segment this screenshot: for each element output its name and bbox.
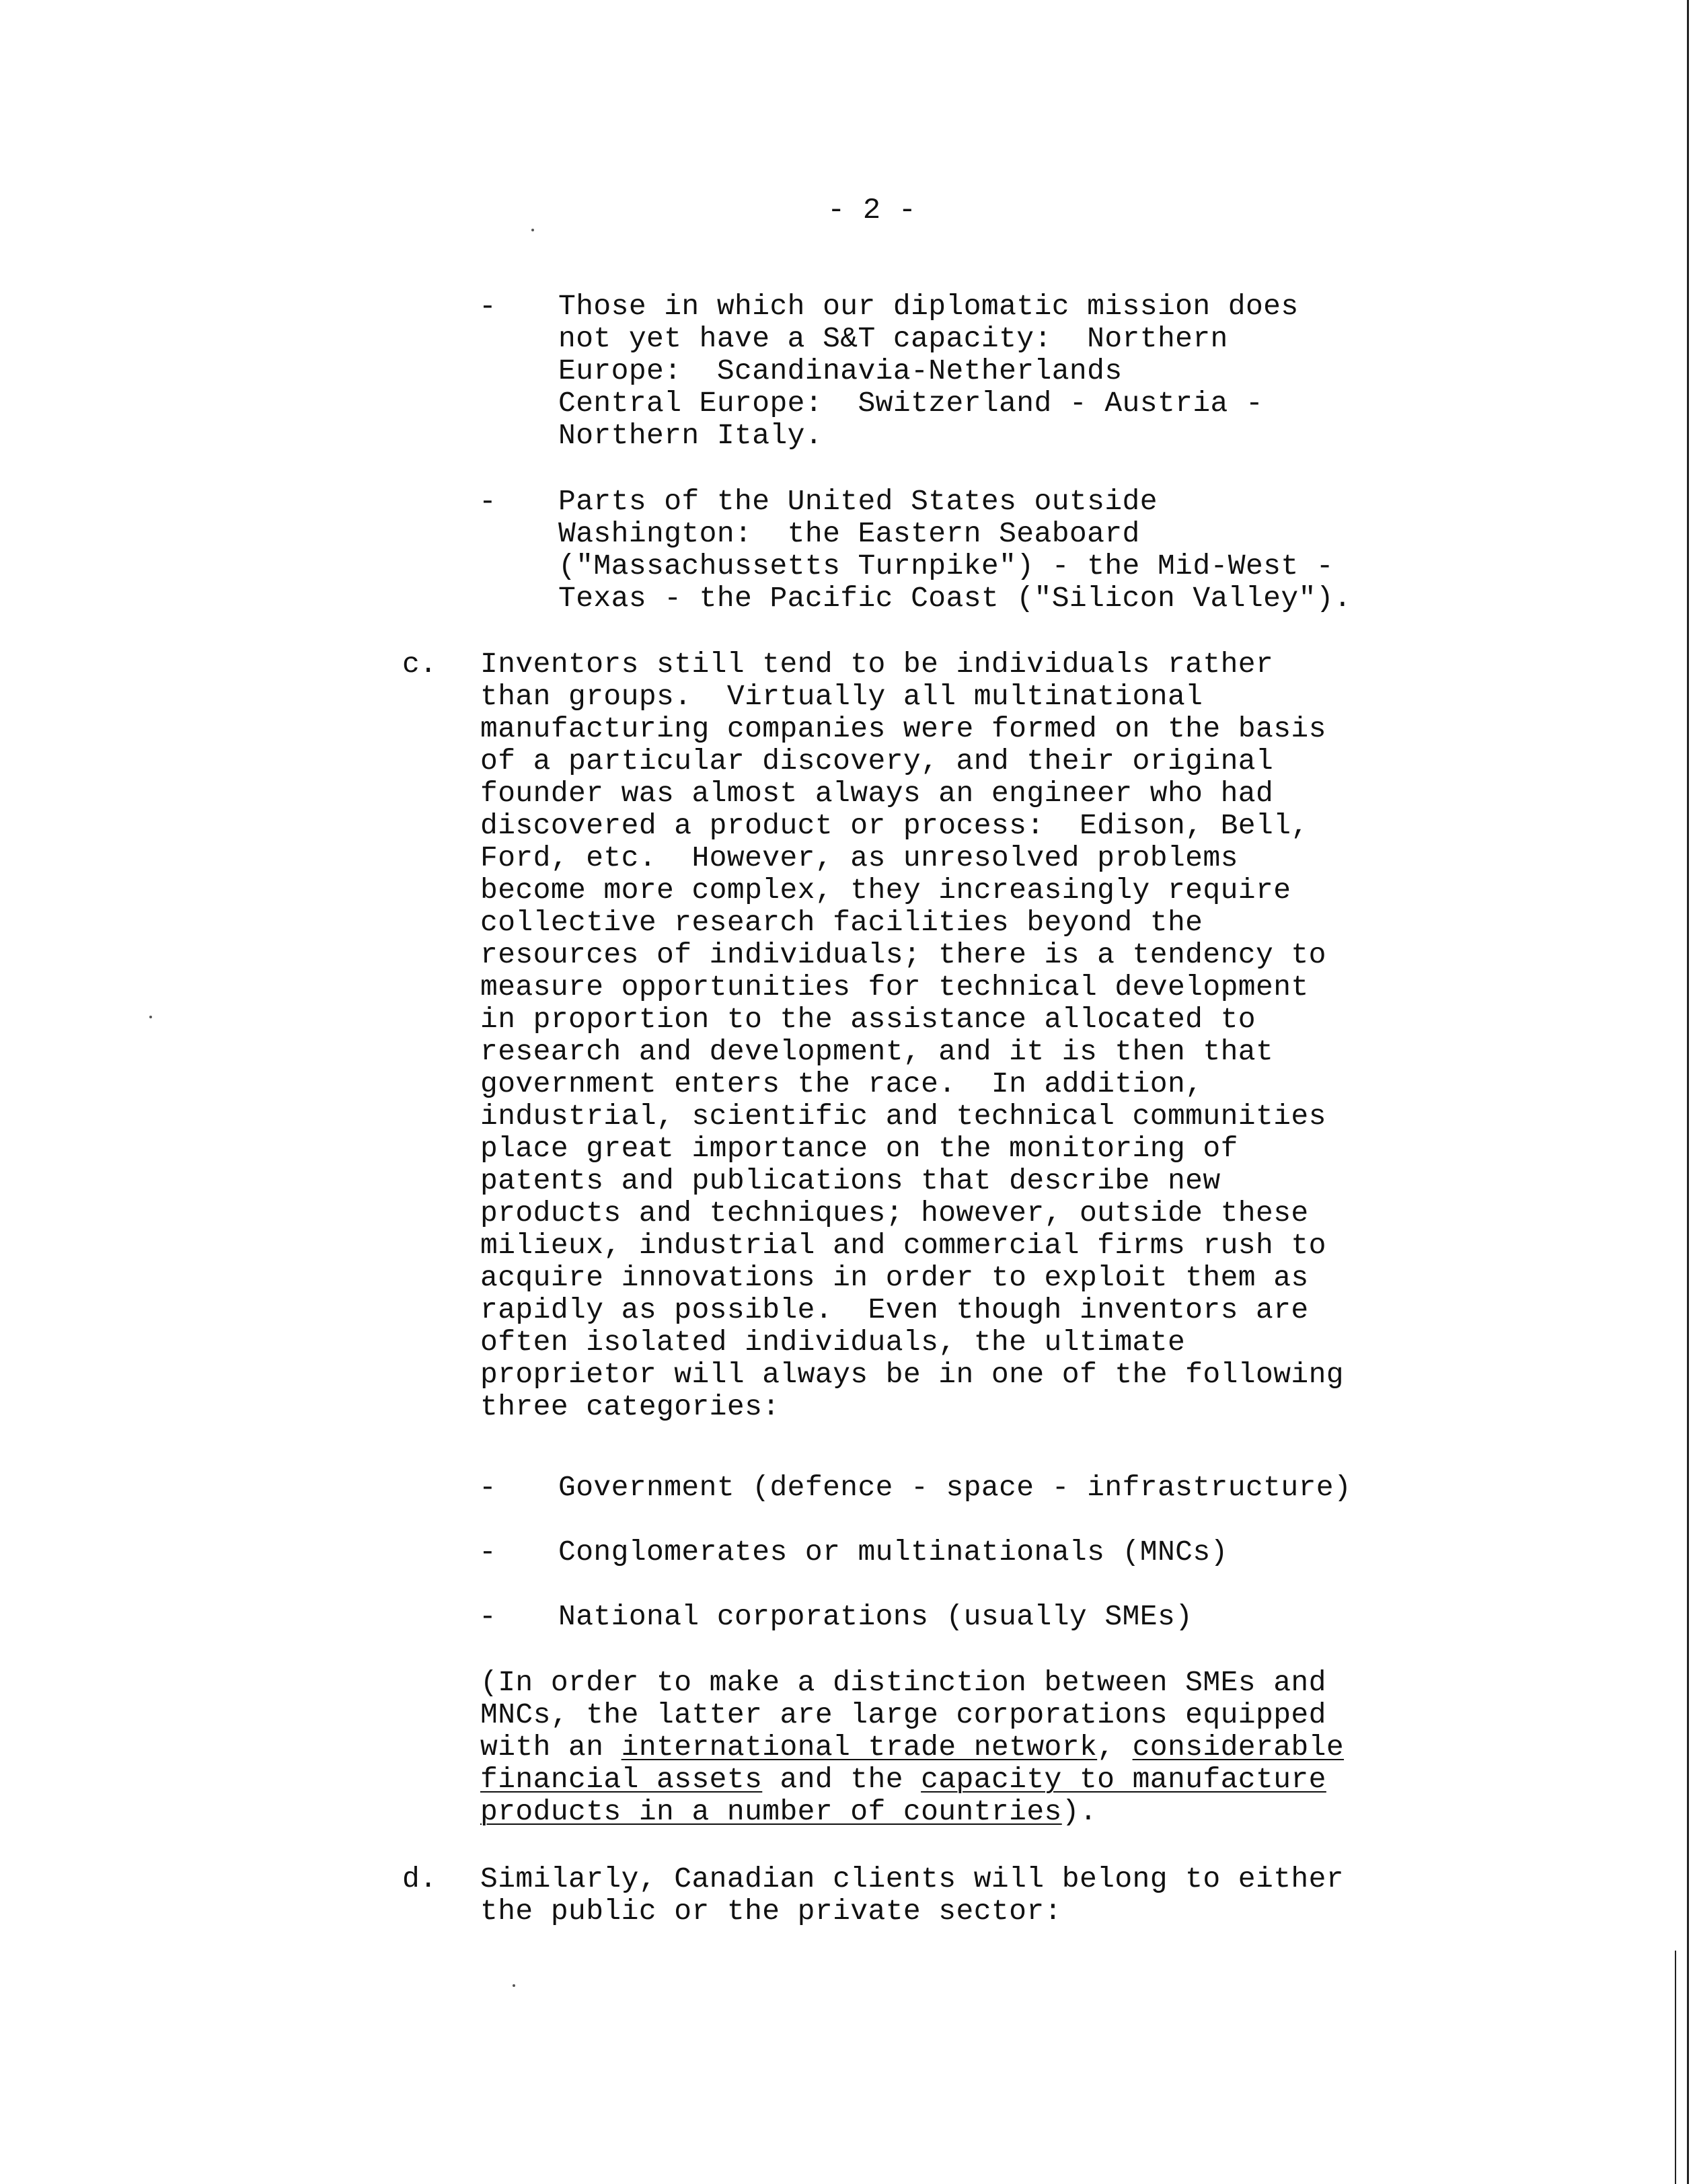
bullet-line: Parts of the United States outside bbox=[558, 485, 1158, 518]
section-c-line: Inventors still tend to be individuals rather bbox=[480, 648, 1274, 681]
section-c-marker: c. bbox=[402, 648, 437, 681]
scan-speck bbox=[531, 229, 534, 231]
section-c-line: become more complex, they increasingly require bbox=[480, 874, 1291, 907]
underlined-phrase: international trade network bbox=[621, 1731, 1098, 1764]
category-dash: - bbox=[479, 1471, 496, 1504]
scan-edge-line bbox=[1687, 0, 1689, 2184]
section-d-line: the public or the private sector: bbox=[480, 1895, 1062, 1928]
scan-speck bbox=[149, 1016, 152, 1018]
section-c-line: three categories: bbox=[480, 1390, 780, 1423]
section-c-line: government enters the race. In addition, bbox=[480, 1067, 1203, 1100]
section-c-line: collective research facilities beyond the bbox=[480, 906, 1203, 939]
note-text: with an bbox=[480, 1731, 622, 1764]
bullet-line: not yet have a S&T capacity: Northern bbox=[558, 322, 1228, 355]
section-c-line: discovered a product or process: Edison, Bell, bbox=[480, 809, 1309, 842]
section-c-line: often isolated individuals, the ultimate bbox=[480, 1326, 1186, 1359]
section-c-line: acquire innovations in order to exploit them as bbox=[480, 1261, 1309, 1294]
section-c-line: manufacturing companies were formed on the basis bbox=[480, 712, 1326, 745]
bullet-line: Central Europe: Switzerland - Austria - bbox=[558, 387, 1264, 420]
page-number: - 2 - bbox=[827, 194, 917, 227]
section-c-line: industrial, scientific and technical communities bbox=[480, 1100, 1326, 1133]
bullet-line: Europe: Scandinavia-Netherlands bbox=[558, 354, 1123, 387]
section-c-line: than groups. Virtually all multinational bbox=[480, 680, 1203, 713]
note-line: MNCs, the latter are large corporations equipped bbox=[480, 1698, 1326, 1731]
note-line bbox=[480, 1796, 1097, 1828]
scan-edge-line bbox=[1675, 1951, 1676, 2184]
bullet-line: Texas - the Pacific Coast ("Silicon Valley"). bbox=[558, 582, 1352, 615]
section-c-line: place great importance on the monitoring of bbox=[480, 1132, 1238, 1165]
section-c-line: Ford, etc. However, as unresolved problems bbox=[480, 841, 1238, 874]
section-d-marker: d. bbox=[402, 1862, 437, 1895]
section-d-line: Similarly, Canadian clients will belong to either bbox=[480, 1862, 1345, 1895]
category-item-government: Government (defence - space - infrastructure) bbox=[558, 1471, 1352, 1504]
underlined-phrase: capacity to manufacture bbox=[921, 1763, 1326, 1796]
bullet-line: Those in which our diplomatic mission does bbox=[558, 290, 1299, 323]
category-item-conglomerates: Conglomerates or multinationals (MNCs) bbox=[558, 1536, 1228, 1569]
category-item-national: National corporations (usually SMEs) bbox=[558, 1600, 1193, 1633]
bullet-dash: - bbox=[479, 485, 496, 518]
note-text: , bbox=[1097, 1731, 1133, 1764]
underlined-phrase: considerable bbox=[1132, 1731, 1345, 1764]
section-c-line: patents and publications that describe new bbox=[480, 1164, 1221, 1197]
underlined-phrase: products in a number of countries bbox=[480, 1795, 1062, 1828]
note-line: (In order to make a distinction between SMEs and bbox=[480, 1666, 1326, 1699]
underlined-phrase: financial assets bbox=[480, 1763, 763, 1796]
section-c-line: milieux, industrial and commercial firms rush to bbox=[480, 1229, 1326, 1262]
section-c-line: of a particular discovery, and their original bbox=[480, 745, 1274, 778]
section-c-line: in proportion to the assistance allocated to bbox=[480, 1003, 1256, 1036]
bullet-line: Washington: the Eastern Seaboard bbox=[558, 517, 1140, 550]
note-text: ). bbox=[1061, 1795, 1098, 1828]
note-line bbox=[480, 1731, 1344, 1764]
bullet-dash: - bbox=[479, 290, 496, 323]
section-c-line: research and development, and it is then that bbox=[480, 1035, 1274, 1068]
section-c-line: resources of individuals; there is a tendency to bbox=[480, 938, 1326, 971]
note-line bbox=[480, 1764, 1326, 1796]
bullet-line: Northern Italy. bbox=[558, 419, 823, 452]
section-c-line: measure opportunities for technical development bbox=[480, 971, 1309, 1004]
category-dash: - bbox=[479, 1600, 496, 1633]
section-c-line: rapidly as possible. Even though inventors are bbox=[480, 1293, 1309, 1326]
category-dash: - bbox=[479, 1536, 496, 1569]
section-c-line: founder was almost always an engineer who had bbox=[480, 777, 1274, 810]
bullet-line: ("Massachussetts Turnpike") - the Mid-West - bbox=[558, 550, 1334, 582]
section-c-line: products and techniques; however, outside these bbox=[480, 1197, 1309, 1230]
note-text: and the bbox=[762, 1763, 921, 1796]
scan-speck bbox=[513, 1984, 515, 1987]
section-c-line: proprietor will always be in one of the following bbox=[480, 1358, 1345, 1391]
